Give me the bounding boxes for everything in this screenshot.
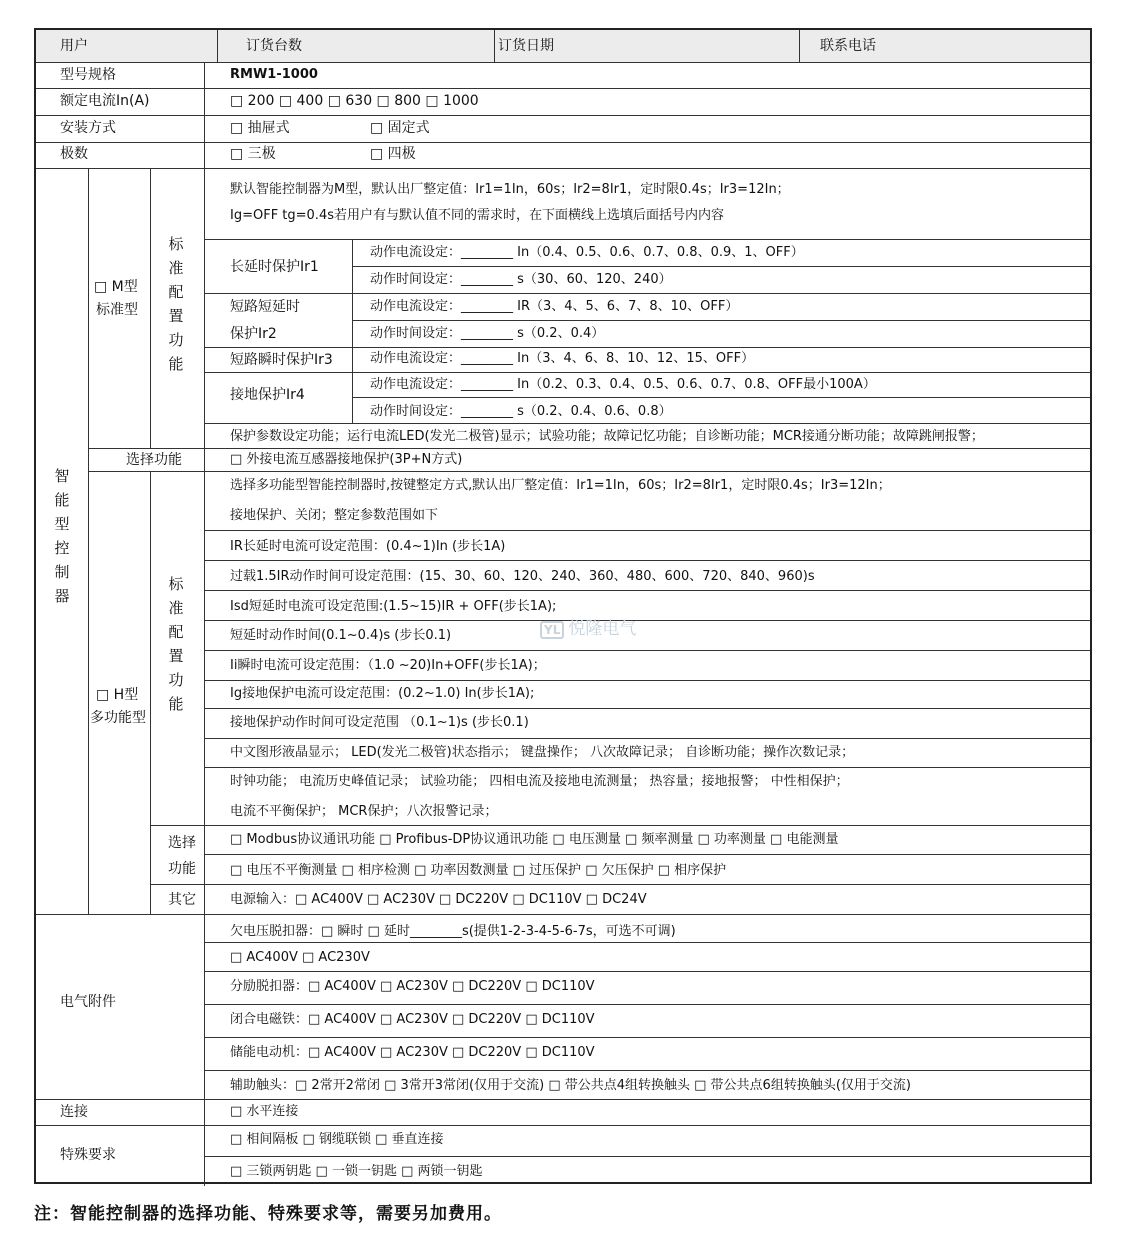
h-range-row: 过载1.5IR动作时间可设定范围：(15、30、60、120、240、360、480、600、720、840、960)s [230, 569, 815, 584]
h-type-subtitle: 多功能型 [90, 710, 146, 726]
undervoltage-release[interactable]: 欠电压脱扣器：□ 瞬时 □ 延时________s(提供1-2-3-4-5-6-7s，可选不可调) [230, 924, 676, 939]
rated-current-options[interactable]: □ 200 □ 400 □ 630 □ 800 □ 1000 [230, 93, 479, 109]
model-label: 型号规格 [60, 67, 116, 83]
h-feature-row: 时钟功能； 电流历史峰值记录； 试验功能； 四相电流及接地电流测量； 热容量；接地报警； 中性相保护； [230, 774, 849, 789]
rated-current-label: 额定电流In(A) [60, 93, 150, 109]
external-ct-option[interactable]: □ 外接电流互感器接地保护(3P+N方式) [230, 452, 463, 467]
short-delay-current[interactable]: 动作电流设定：________ IR（3、4、5、6、7、8、10、OFF） [370, 299, 739, 314]
special-options-2[interactable]: □ 三锁两钥匙 □ 一锁一钥匙 □ 两锁一钥匙 [230, 1164, 483, 1179]
header-user: 用户 [60, 38, 88, 54]
order-form-table [34, 28, 1092, 1184]
h-standard-config-label: 标准配置功能 [168, 575, 184, 713]
long-delay-label: 长延时保护Ir1 [230, 259, 319, 275]
h-range-row: Ig接地保护电流可设定范围：(0.2~1.0) In(步长1A); [230, 686, 535, 701]
special-label: 特殊要求 [60, 1147, 116, 1163]
short-delay-time[interactable]: 动作时间设定：________ s（0.2、0.4） [370, 326, 605, 341]
undervoltage-voltage[interactable]: □ AC400V □ AC230V [230, 950, 370, 965]
install-option-drawout[interactable]: □ 抽屉式 [230, 120, 290, 136]
closing-electromagnet[interactable]: 闭合电磁铁：□ AC400V □ AC230V □ DC220V □ DC110V [230, 1012, 595, 1027]
special-options-1[interactable]: □ 相间隔板 □ 钢缆联锁 □ 垂直连接 [230, 1132, 444, 1147]
m-intro-line-2: Ig=OFF tg=0.4s若用户有与默认值不同的需求时，在下面横线上选填后面括号内内容 [230, 208, 724, 223]
brand-watermark [540, 614, 636, 639]
m-standard-features: 保护参数设定功能；运行电流LED(发光二极管)显示；试验功能；故障记忆功能；自诊断功能；MCR接通分断功能；故障跳闸报警； [230, 429, 984, 444]
smart-controller-label: 智能型控制器 [54, 467, 70, 605]
watermark-text: 悦隆电气 [568, 619, 637, 639]
energy-storage-motor[interactable]: 储能电动机：□ AC400V □ AC230V □ DC220V □ DC110V [230, 1045, 595, 1060]
long-delay-current[interactable]: 动作电流设定：________ In（0.4、0.5、0.6、0.7、0.8、0.9、1、OFF） [370, 245, 804, 260]
instant-label: 短路瞬时保护Ir3 [230, 352, 333, 368]
accessories-label: 电气附件 [60, 994, 116, 1010]
poles-option-three[interactable]: □ 三极 [230, 146, 276, 162]
h-intro-line-2: 接地保护、关闭；整定参数范围如下 [230, 508, 439, 523]
m-intro-line-1: 默认智能控制器为M型，默认出厂整定值：Ir1=1In，60s；Ir2=8Ir1，定时限0.4s；Ir3=12In； [230, 182, 790, 197]
poles-label: 极数 [60, 146, 88, 162]
h-range-row: Ii瞬时电流可设定范围：（1.0 ~20)In+OFF(步长1A)； [230, 658, 546, 673]
install-label: 安装方式 [60, 120, 116, 136]
header-contact-phone: 联系电话 [820, 38, 876, 54]
header-order-date: 订货日期 [498, 38, 554, 54]
h-select-label-2: 功能 [168, 861, 196, 877]
h-feature-row: 中文图形液晶显示； LED(发光二极管)状态指示； 键盘操作； 八次故障记录； 自诊断功能；操作次数记录； [230, 745, 855, 760]
m-type-checkbox[interactable]: □ M型 [94, 279, 138, 295]
watermark-logo-icon: YL [540, 621, 564, 639]
header-row-background [36, 30, 1090, 62]
select-function-label: 选择功能 [126, 452, 182, 468]
connection-horizontal[interactable]: □ 水平连接 [230, 1104, 299, 1119]
auxiliary-contacts[interactable]: 辅助触头：□ 2常开2常闭 □ 3常开3常闭(仅用于交流) □ 带公共点4组转换触头 □ 带公共点6组转换触头(仅用于交流) [230, 1078, 911, 1093]
header-order-quantity: 订货台数 [246, 38, 302, 54]
instant-current[interactable]: 动作电流设定：________ In（3、4、6、8、10、12、15、OFF） [370, 351, 755, 366]
m-type-subtitle: 标准型 [96, 302, 138, 318]
h-range-row: IR长延时电流可设定范围：(0.4~1)In (步长1A) [230, 539, 506, 554]
poles-option-four[interactable]: □ 四极 [370, 146, 416, 162]
ground-current[interactable]: 动作电流设定：________ In（0.2、0.3、0.4、0.5、0.6、0.7、0.8、OFF最小100A） [370, 377, 876, 392]
model-value: RMW1-1000 [230, 67, 318, 82]
m-standard-config-label: 标准配置功能 [168, 235, 184, 373]
ground-time[interactable]: 动作时间设定：________ s（0.2、0.4、0.6、0.8） [370, 404, 672, 419]
h-type-checkbox[interactable]: □ H型 [96, 687, 139, 703]
h-select-options-1[interactable]: □ Modbus协议通讯功能 □ Profibus-DP协议通讯功能 □ 电压测量 □ 频率测量 □ 功率测量 □ 电能测量 [230, 832, 839, 847]
h-range-row: 接地保护动作时间可设定范围 （0.1~1)s (步长0.1) [230, 715, 529, 730]
short-delay-label-2: 保护Ir2 [230, 326, 277, 342]
h-other-label: 其它 [168, 892, 196, 908]
h-range-row: Isd短延时电流可设定范围:(1.5~15)IR + OFF(步长1A); [230, 599, 557, 614]
h-select-label-1: 选择 [168, 835, 196, 851]
h-range-row: 短延时动作时间(0.1~0.4)s (步长0.1) [230, 628, 452, 643]
h-intro-line-1: 选择多功能型智能控制器时,按键整定方式,默认出厂整定值：Ir1=1In，60s；Ir2=8Ir1，定时限0.4s；Ir3=12In； [230, 478, 891, 493]
connection-label: 连接 [60, 1104, 88, 1120]
footnote: 注：智能控制器的选择功能、特殊要求等，需要另加费用。 [34, 1204, 502, 1224]
short-delay-label-1: 短路短延时 [230, 299, 300, 315]
ground-label: 接地保护Ir4 [230, 387, 305, 403]
h-select-options-2[interactable]: □ 电压不平衡测量 □ 相序检测 □ 功率因数测量 □ 过压保护 □ 欠压保护 □ 相序保护 [230, 863, 727, 878]
power-input-options[interactable]: 电源输入：□ AC400V □ AC230V □ DC220V □ DC110V □ DC24V [230, 892, 647, 907]
shunt-release[interactable]: 分励脱扣器：□ AC400V □ AC230V □ DC220V □ DC110V [230, 979, 595, 994]
long-delay-time[interactable]: 动作时间设定：________ s（30、60、120、240） [370, 272, 672, 287]
h-feature-row: 电流不平衡保护； MCR保护；八次报警记录； [230, 804, 498, 819]
install-option-fixed[interactable]: □ 固定式 [370, 120, 430, 136]
